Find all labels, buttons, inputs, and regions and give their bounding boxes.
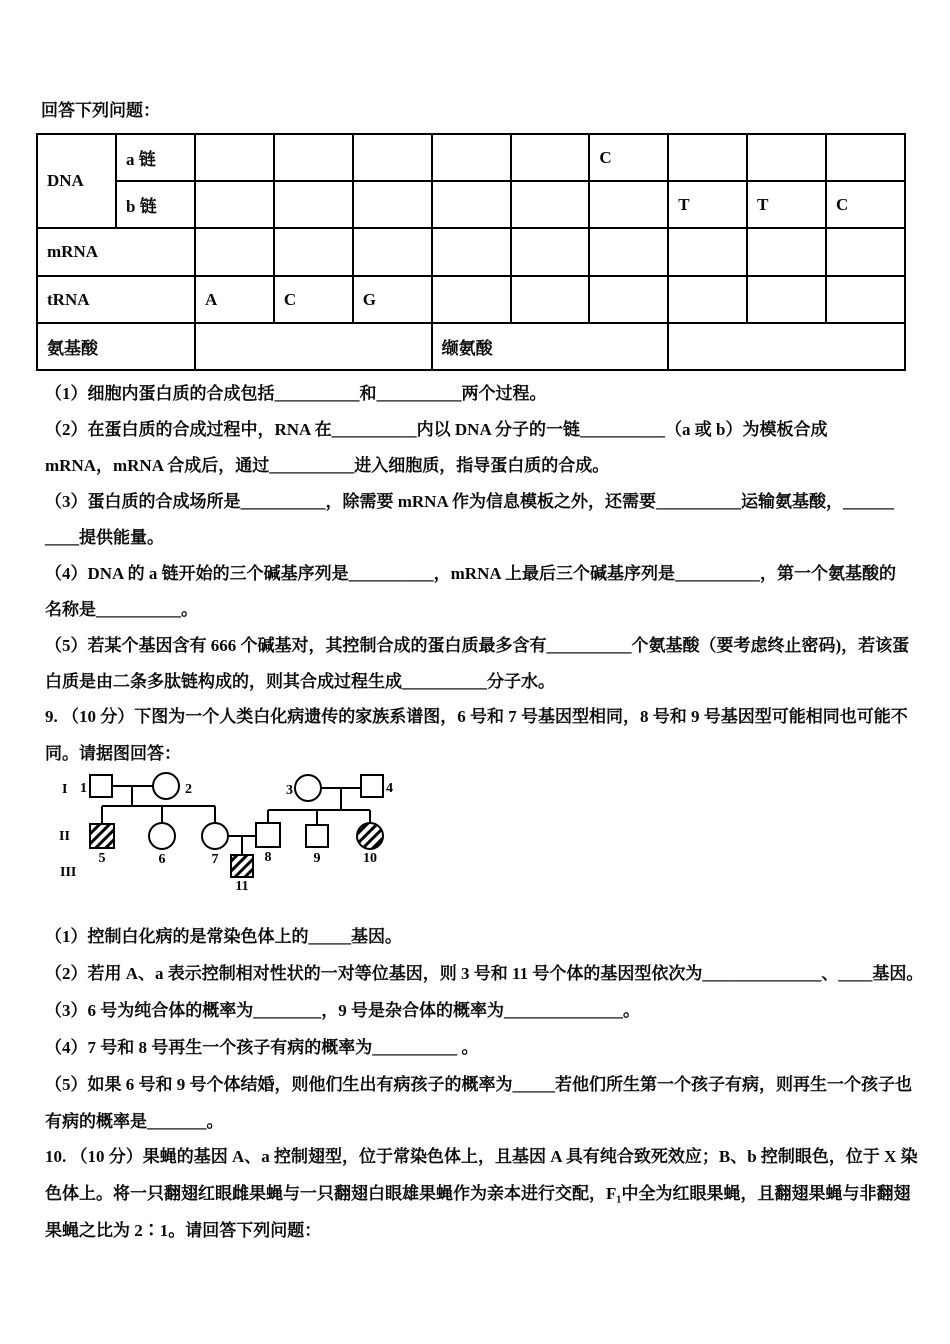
table-cell xyxy=(747,134,826,181)
table-cell xyxy=(195,228,274,276)
table-cell xyxy=(353,181,432,228)
pedigree-individual-8-male xyxy=(256,823,280,847)
pedigree-svg xyxy=(50,770,400,898)
table-cell xyxy=(274,134,353,181)
table-cell xyxy=(432,276,511,323)
table-cell xyxy=(668,134,747,181)
q8-item-2-line2: mRNA，mRNA 合成后，通过__________进入细胞质，指导蛋白质的合成。 xyxy=(45,456,610,475)
pedigree-lines xyxy=(102,786,370,855)
codon-table xyxy=(36,133,906,371)
table-row-a-chain xyxy=(37,134,905,181)
individual-number: 10 xyxy=(363,851,377,866)
q10-line1: 10. （10 分）果蝇的基因 A、a 控制翅型，位于常染色体上，且基因 A 具有纯合致死效应；B、b 控制眼色，位于 X 染 xyxy=(45,1147,918,1166)
table-cell xyxy=(195,134,274,181)
table-row-b-chain xyxy=(37,181,905,228)
mrna-label: mRNA xyxy=(37,228,195,276)
individual-number: 1 xyxy=(80,781,87,796)
individual-number: 2 xyxy=(185,782,192,797)
individual-number: 5 xyxy=(98,851,106,866)
table-cell xyxy=(589,228,668,276)
q9-item-4: （4）7 号和 8 号再生一个孩子有病的概率为__________ 。 xyxy=(45,1038,479,1057)
individual-number: 9 xyxy=(313,851,321,866)
q8-item-4-line2: 名称是__________。 xyxy=(45,600,198,619)
q9-item-3: （3）6 号为纯合体的概率为________，9 号是杂合体的概率为______________。 xyxy=(45,1001,640,1020)
table-cell: T xyxy=(668,181,747,228)
table-cell xyxy=(195,181,274,228)
q9-item-2: （2）若用 A、a 表示控制相对性状的一对等位基因，则 3 号和 11 号个体的基因型依次为______________、____基因。 xyxy=(45,964,924,983)
table-cell xyxy=(589,181,668,228)
table-cell xyxy=(747,276,826,323)
pedigree-individual-3-female xyxy=(295,775,321,801)
q8-item-5-line1: （5）若某个基因含有 666 个碱基对，其控制合成的蛋白质最多含有__________个氨基酸（要考虑终止密码)，若该蛋 xyxy=(45,636,910,655)
table-cell: A xyxy=(195,276,274,323)
individual-number: 4 xyxy=(386,781,393,796)
pedigree-individual-6-female xyxy=(149,823,175,849)
q8-item-1: （1）细胞内蛋白质的合成包括__________和__________两个过程。 xyxy=(45,384,547,403)
table-cell xyxy=(432,181,511,228)
individual-number: 7 xyxy=(211,852,219,867)
pedigree-individual-10-female-affected xyxy=(357,823,383,849)
table-cell xyxy=(668,228,747,276)
question-9-items xyxy=(45,918,924,1140)
q10-line2: 色体上。将一只翻翅红眼雌果蝇与一只翻翅白眼雄果蝇作为亲本进行交配，F₁中全为红眼果蝇，且翻翅果蝇与非翻翅 xyxy=(45,1184,911,1203)
amino-label: 氨基酸 xyxy=(37,323,195,370)
table-cell xyxy=(432,134,511,181)
individual-number: 11 xyxy=(235,879,249,894)
generation-label-3: III xyxy=(60,865,77,880)
table-cell xyxy=(668,276,747,323)
table-cell xyxy=(826,134,905,181)
table-cell xyxy=(511,181,590,228)
table-cell xyxy=(353,228,432,276)
table-cell xyxy=(195,323,432,370)
pedigree-individual-5-male-affected xyxy=(90,824,114,848)
question-9-header xyxy=(45,698,911,772)
generation-label-1: I xyxy=(62,782,68,797)
table-row-trna xyxy=(37,276,905,323)
valine-cell: 缬氨酸 xyxy=(432,323,669,370)
table-cell xyxy=(353,134,432,181)
table-cell xyxy=(826,276,905,323)
individual-number: 8 xyxy=(264,850,272,865)
table-row-amino xyxy=(37,323,905,370)
individual-number: 6 xyxy=(158,852,166,867)
pedigree-individual-2-female xyxy=(153,773,179,799)
table-cell xyxy=(826,228,905,276)
q9-head-line2: 同。请据图回答： xyxy=(45,744,181,763)
q8-item-3-line2: ____提供能量。 xyxy=(45,528,164,547)
pedigree-individual-1-male xyxy=(90,775,112,797)
table-cell xyxy=(668,323,905,370)
table-cell xyxy=(274,228,353,276)
pedigree-individual-9-male xyxy=(306,825,328,847)
b-chain-label: b 链 xyxy=(116,181,195,228)
table-cell: C xyxy=(826,181,905,228)
table-cell xyxy=(432,228,511,276)
table-cell: T xyxy=(747,181,826,228)
pedigree-individual-4-male xyxy=(361,775,383,797)
q8-item-2-line1: （2）在蛋白质的合成过程中，RNA 在__________内以 DNA 分子的一链__________（a 或 b）为模板合成 xyxy=(45,420,828,439)
q9-item-1: （1）控制白化病的是常染色体上的_____基因。 xyxy=(45,927,402,946)
table-cell xyxy=(274,181,353,228)
table-row-mrna xyxy=(37,228,905,276)
pedigree-individual-11-male-affected xyxy=(231,855,253,877)
trna-label: tRNA xyxy=(37,276,195,323)
q8-item-5-line2: 白质是由二条多肽链构成的，则其合成过程生成__________分子水。 xyxy=(45,672,555,691)
table-cell xyxy=(747,228,826,276)
table-cell: C xyxy=(589,134,668,181)
table-cell: C xyxy=(274,276,353,323)
individual-number: 3 xyxy=(286,783,293,798)
q9-item-5-line1: （5）如果 6 号和 9 号个体结婚，则他们生出有病孩子的概率为_____若他们所生第一个孩子有病，则再生一个孩子也 xyxy=(45,1075,912,1094)
table-cell xyxy=(511,134,590,181)
table-cell: G xyxy=(353,276,432,323)
q8-item-3-line1: （3）蛋白质的合成场所是__________，除需要 mRNA 作为信息模板之外，还需要__________运输氨基酸，______ xyxy=(45,492,895,511)
a-chain-label: a 链 xyxy=(116,134,195,181)
q9-head-line1: 9. （10 分）下图为一个人类白化病遗传的家族系谱图，6 号和 7 号基因型相同，8 号和 9 号基因型可能相同也可能不 xyxy=(45,707,908,726)
dna-label: DNA xyxy=(37,134,116,228)
pedigree-diagram xyxy=(50,770,400,898)
q9-item-5-line2: 有病的概率是_______。 xyxy=(45,1112,224,1131)
table-cell xyxy=(511,228,590,276)
intro-line: 回答下列问题： xyxy=(41,101,160,120)
q10-line3: 果蝇之比为 2∶1。请回答下列问题： xyxy=(45,1221,322,1240)
question-8-blanks xyxy=(45,376,911,700)
table-cell xyxy=(589,276,668,323)
generation-label-2: II xyxy=(59,829,70,844)
q8-item-4-line1: （4）DNA 的 a 链开始的三个碱基序列是__________，mRNA 上最后三个碱基序列是__________，第一个氨基酸的 xyxy=(45,564,896,583)
table-cell xyxy=(511,276,590,323)
question-10-header xyxy=(45,1138,918,1249)
pedigree-individual-7-female xyxy=(202,823,228,849)
